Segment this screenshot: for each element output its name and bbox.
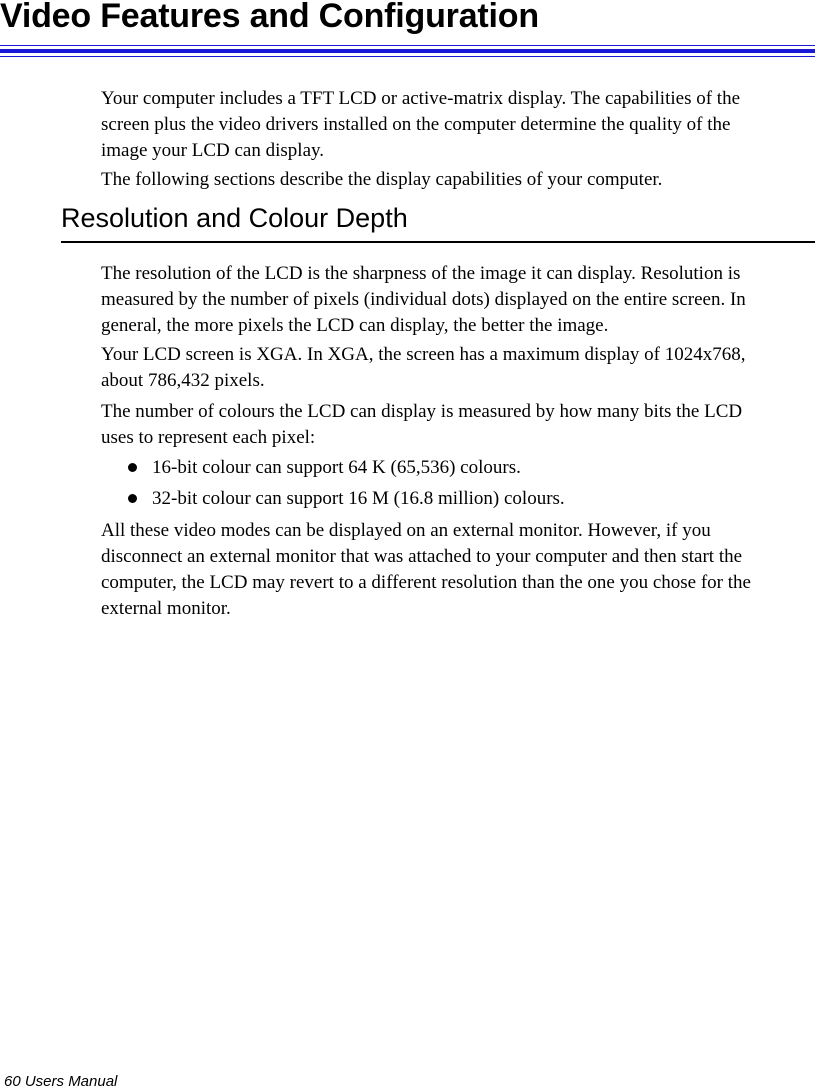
following-line: The following sections describe the display capabilities of your computer. xyxy=(101,169,663,190)
paragraph-line: Your LCD screen is XGA. In XGA, the screen has a maximum display of 1024x768, xyxy=(101,344,746,365)
external-monitor-paragraph xyxy=(101,518,815,622)
title-rule-thick xyxy=(0,49,815,53)
paragraph-line: disconnect an external monitor that was attached to your computer and then start the xyxy=(101,546,743,567)
paragraph-line: about 786,432 pixels. xyxy=(101,370,265,391)
colours-paragraph xyxy=(101,399,815,451)
xga-paragraph xyxy=(101,342,815,394)
section-heading: Resolution and Colour Depth xyxy=(61,203,408,233)
title-rule-bottom xyxy=(0,56,815,57)
page-footer: 60 Users Manual xyxy=(4,1073,118,1090)
paragraph-line: The number of colours the LCD can display is measured by how many bits the LCD xyxy=(101,401,743,422)
title-rule-top xyxy=(0,45,815,46)
bullet-icon xyxy=(128,463,137,472)
paragraph-line: general, the more pixels the LCD can display, the better the image. xyxy=(101,315,609,336)
list-item-text: 32-bit colour can support 16 M (16.8 million) colours. xyxy=(152,488,565,509)
paragraph-line: The resolution of the LCD is the sharpness of the image it can display. Resolution is xyxy=(101,263,741,284)
paragraph-line: external monitor. xyxy=(101,598,231,619)
section-rule xyxy=(61,241,815,243)
paragraph-line: uses to represent each pixel: xyxy=(101,427,316,448)
intro-line: image your LCD can display. xyxy=(101,140,325,161)
paragraph-line: computer, the LCD may revert to a different resolution than the one you chose for the xyxy=(101,572,751,593)
list-item-text: 16-bit colour can support 64 K (65,536) colours. xyxy=(152,457,521,478)
intro-paragraph xyxy=(101,86,815,164)
intro-line: screen plus the video drivers installed on the computer determine the quality of the xyxy=(101,114,731,135)
resolution-paragraph xyxy=(101,261,815,339)
following-paragraph xyxy=(101,167,815,193)
paragraph-line: measured by the number of pixels (individual dots) displayed on the entire screen. In xyxy=(101,289,746,310)
intro-line: Your computer includes a TFT LCD or active-matrix display. The capabilities of the xyxy=(101,88,741,109)
paragraph-line: All these video modes can be displayed on an external monitor. However, if you xyxy=(101,520,711,541)
page-title: Video Features and Configuration xyxy=(0,0,539,35)
bullet-icon xyxy=(128,494,137,503)
